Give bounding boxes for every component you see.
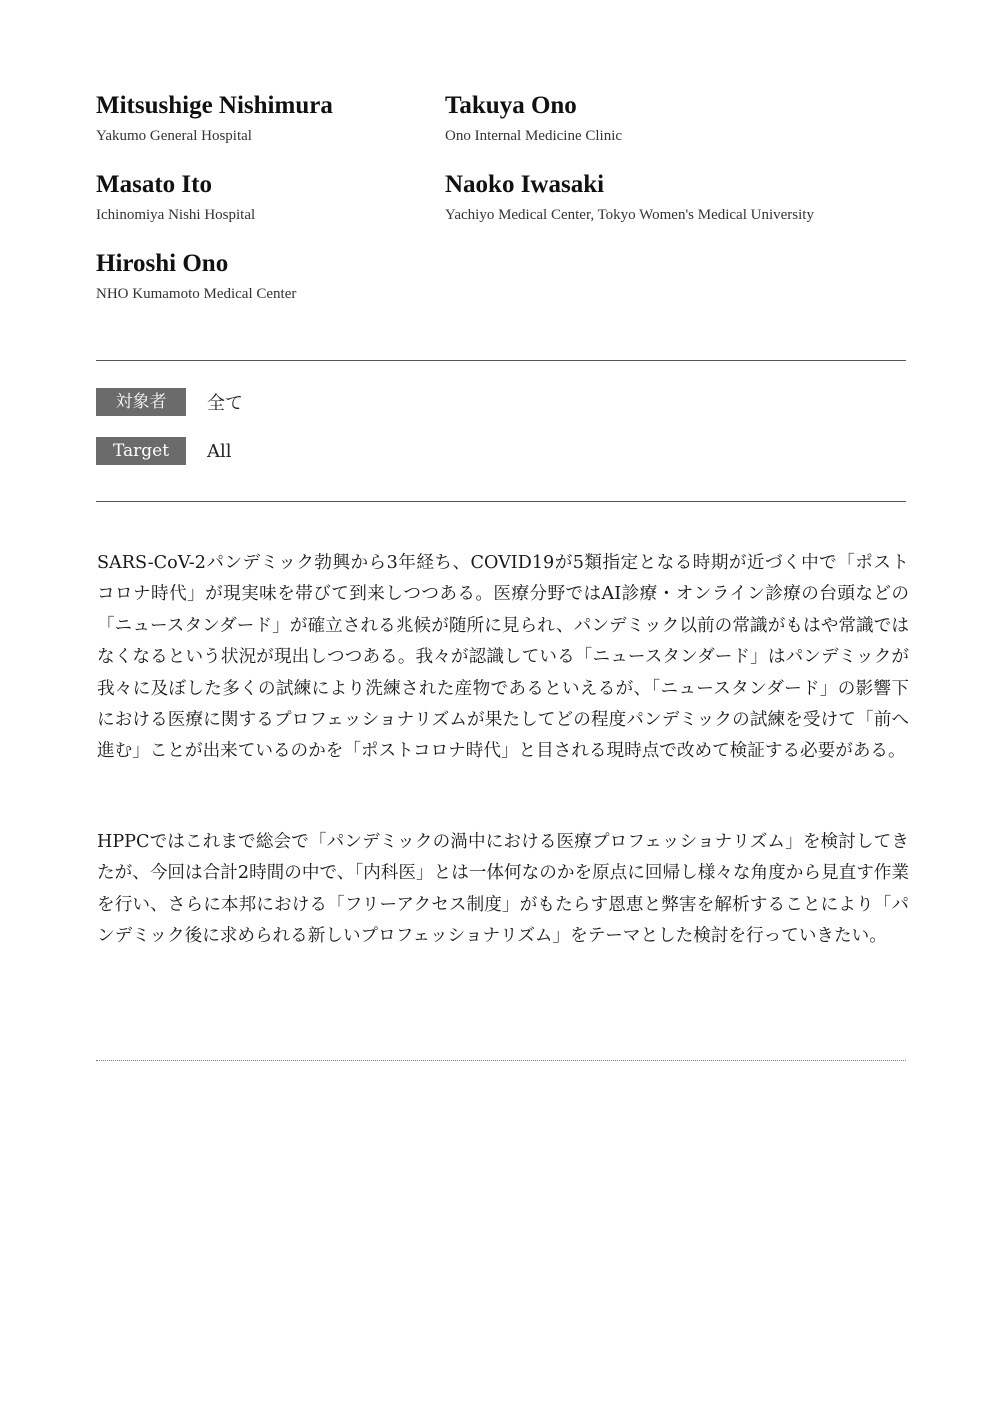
target-value-en: All (207, 440, 232, 462)
speaker-card (445, 169, 814, 225)
divider-middle (96, 501, 906, 502)
divider-top (96, 360, 906, 361)
speaker-affiliation: Ono Internal Medicine Clinic (445, 128, 623, 144)
speaker-card (96, 169, 255, 225)
target-label-en: Target (96, 437, 186, 465)
speaker-affiliation: Yakumo General Hospital (96, 128, 252, 144)
speaker-name: Masato Ito (96, 171, 212, 198)
speaker-name: Hiroshi Ono (96, 250, 229, 277)
divider-bottom (96, 1060, 906, 1061)
speaker-name: Naoko Iwasaki (445, 171, 605, 198)
body-paragraph: SARS-CoV-2パンデミック勃興から3年経ち、COVID19が5類指定となる時期が近づく中で「ポストコロナ時代」が現実味を帯びて到来しつつある。医療分野ではAI診療・オンライン診療の台頭などの「ニュースタンダード」が確立される兆候が随所に見られ、パンデミック以前の常識がもはや常識ではなくなるという状況が現出しつつある。我々が認識している「ニュースタンダード」はパンデミックが我々に及ぼした多くの試練により洗練された産物であるといえるが、「ニュースタンダード」の影響下における医療に関するプロフェッショナリズムが果たしてどの程度パンデミックの試練を受けて「前へ進む」ことが出来ているのかを「ポストコロナ時代」と目される現時点で改めて検証する必要がある。 (97, 553, 909, 762)
speaker-card (96, 248, 296, 304)
speaker-card (96, 90, 333, 146)
speaker-affiliation: NHO Kumamoto Medical Center (96, 286, 297, 302)
speaker-card (445, 90, 622, 146)
speaker-affiliation: Ichinomiya Nishi Hospital (96, 207, 256, 223)
body-paragraph: HPPCではこれまで総会で「パンデミックの渦中における医療プロフェッショナリズム」を検討してきたが、今回は合計2時間の中で、「内科医」とは一体何なのかを原点に回帰し様々な角度から見直す作業を行い、さらに本邦における「フリーアクセス制度」がもたらす恩恵と弊害を解析することにより「パンデミック後に求められる新しいプロフェッショナリズム」をテーマとした検討を行っていきたい。 (97, 832, 909, 947)
target-label-ja: 対象者 (96, 388, 186, 416)
speaker-affiliation: Yachiyo Medical Center, Tokyo Women's Medical University (445, 207, 814, 223)
target-value-ja: 全て (207, 393, 243, 414)
speaker-name: Mitsushige Nishimura (96, 92, 333, 119)
target-row-ja (96, 388, 243, 416)
target-row-en (96, 437, 232, 465)
speaker-name: Takuya Ono (445, 92, 577, 119)
